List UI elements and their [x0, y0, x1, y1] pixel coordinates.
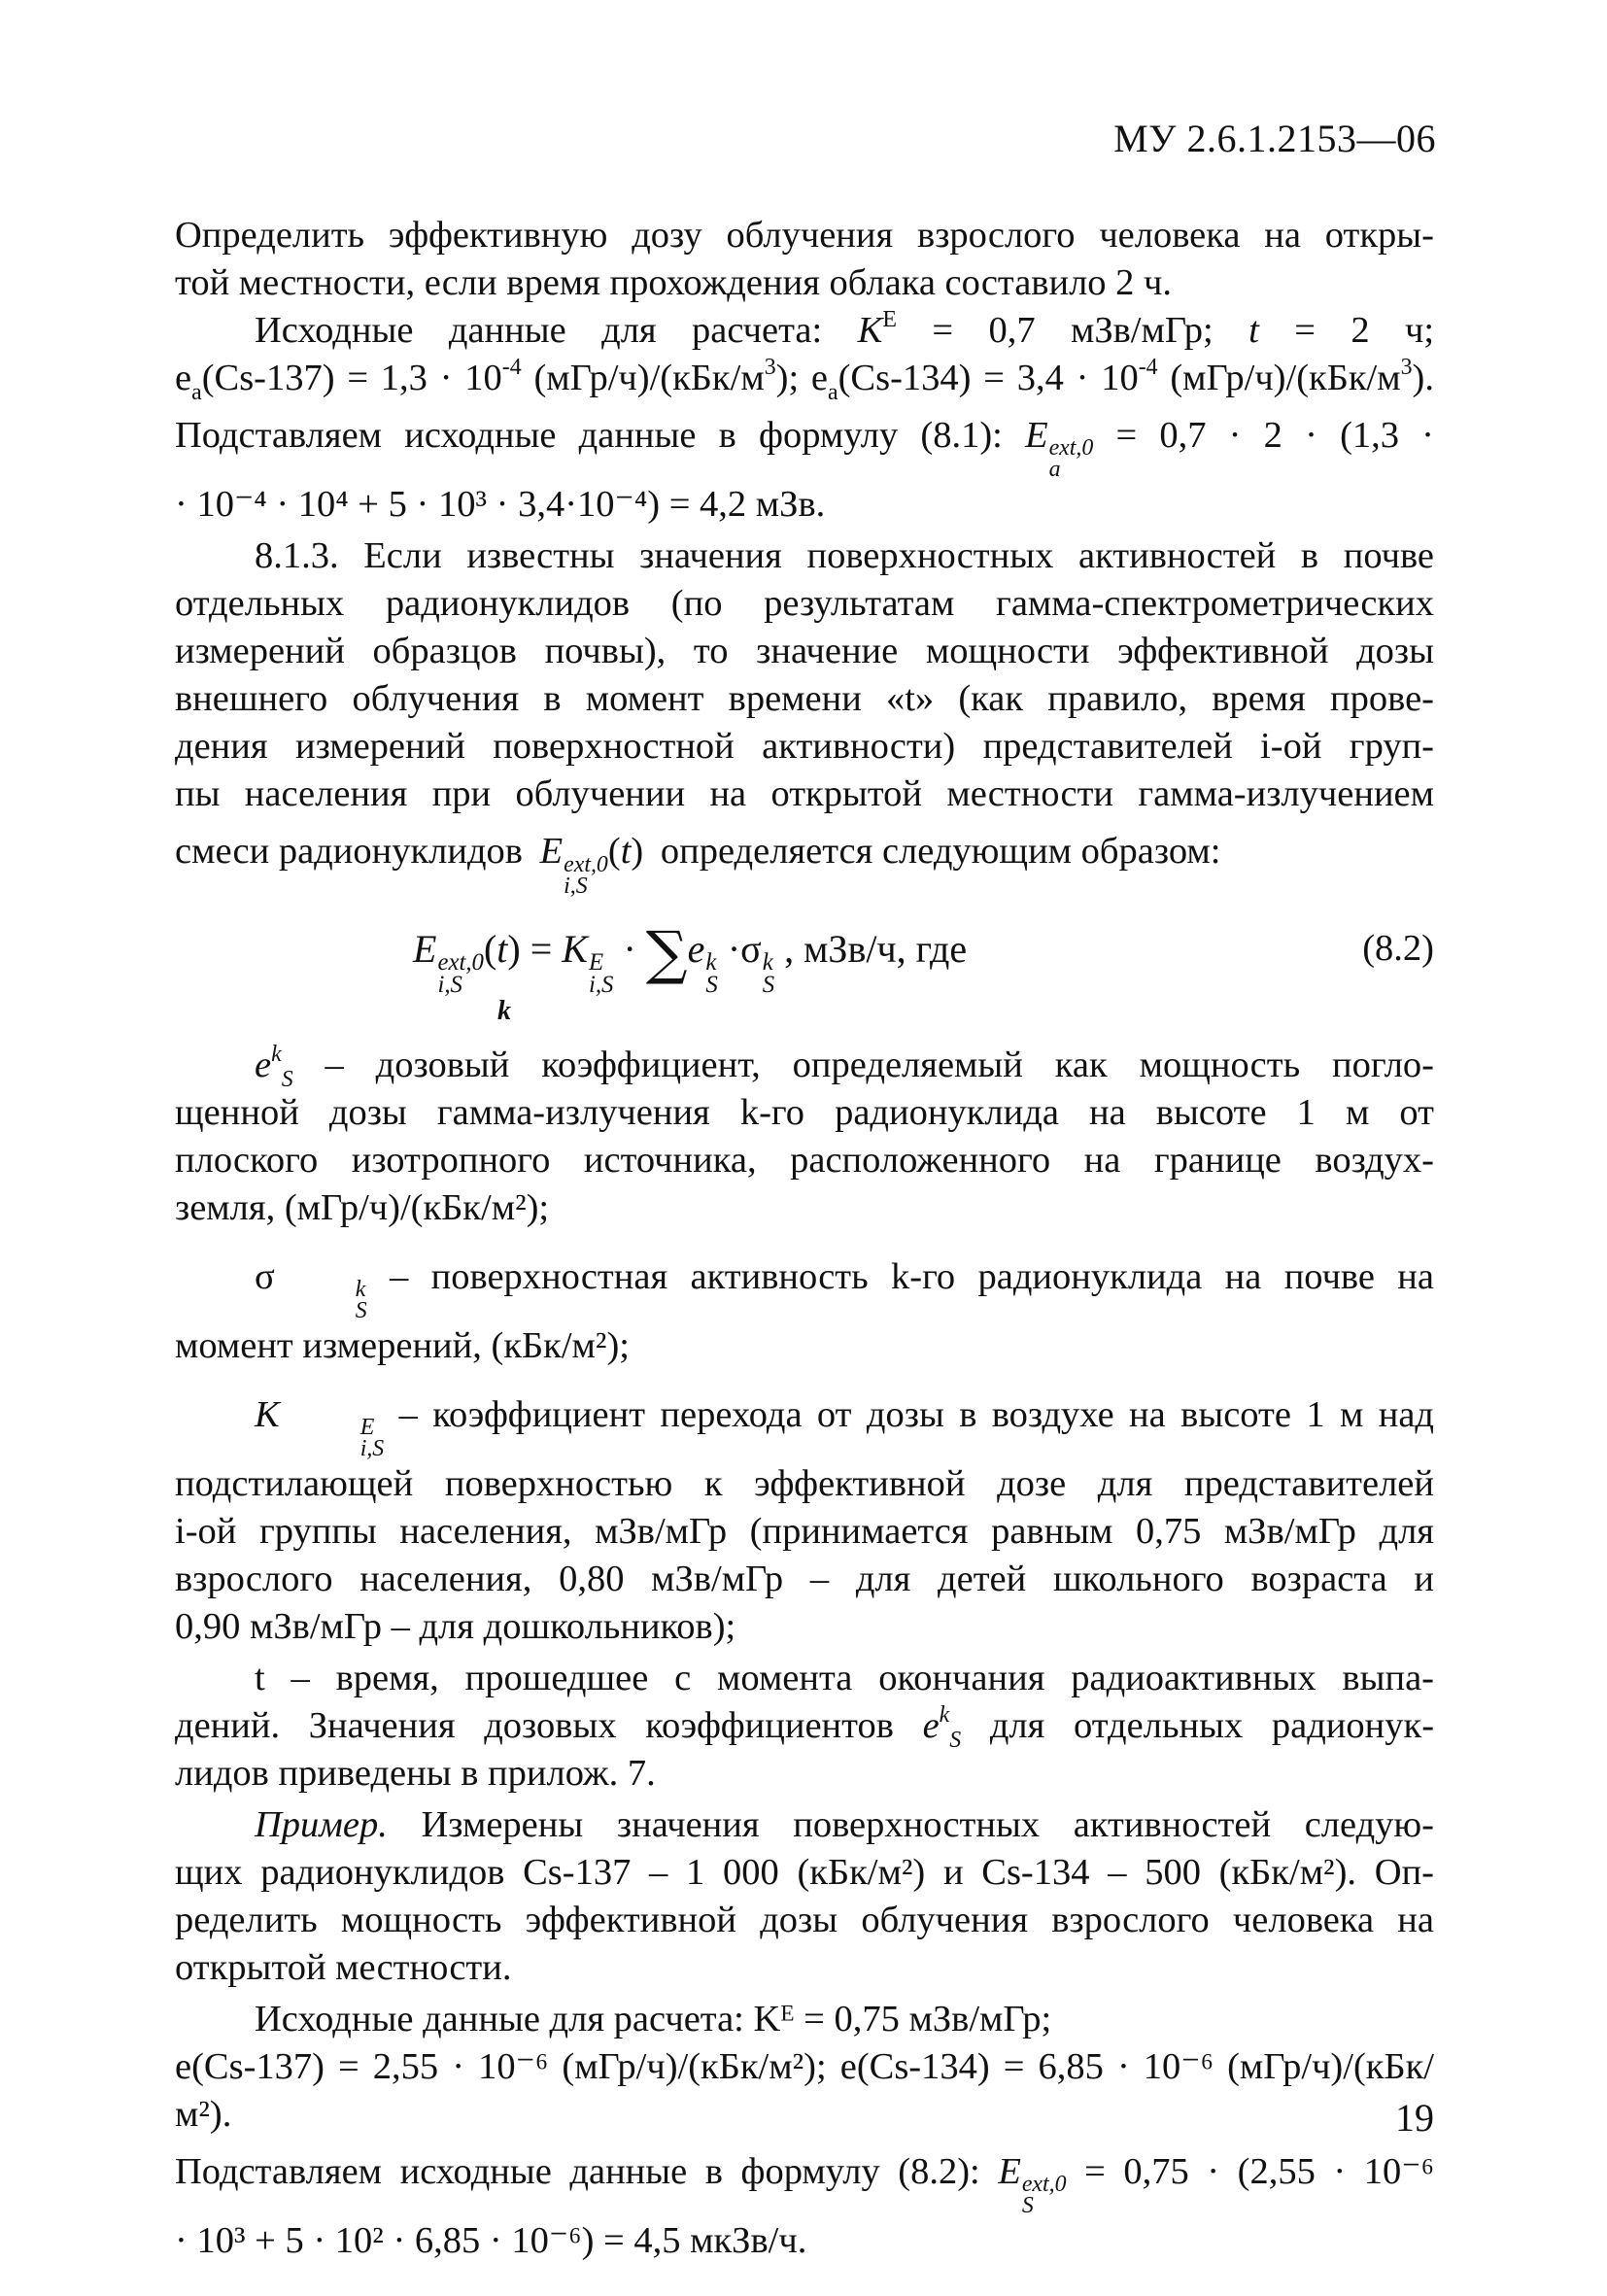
text-line: σ k S – поверхностная активность k-го радионуклида на почве на — [255, 1255, 1434, 1323]
page-body — [175, 212, 1434, 2265]
sum-index: k — [497, 995, 511, 1026]
text-line: подстилающей поверхностью к эффективной дозе для представителей — [175, 1463, 1434, 1504]
text-line: t – время, прошедшее с момента окончания радиоактивных выпа- — [255, 1658, 1434, 1698]
text-line: лидов приведены в прилож. 7. — [175, 1753, 656, 1794]
text-line: Пример. Измерены значения поверхностных активностей следую- — [255, 1804, 1435, 1845]
formula-expression: E ext,0 i,S (t) = K E i,S · ∑e k S ·σ k S , мЗв/ч, где — [413, 918, 968, 998]
text-line: · 10³ + 5 · 10² · 6,85 · 10⁻⁶) = 4,5 мкЗв/ч. — [175, 2220, 807, 2262]
text-line: момент измерений, (кБк/м²); — [175, 1324, 630, 1366]
text-line: Подставляем исходные данные в формулу (8.1): E ext,0 a = 0,7 · 2 · (1,3 · — [175, 415, 1435, 483]
text-line: Определить эффективную дозу облучения взрослого человека на откры- — [175, 215, 1434, 256]
text-line: щенной дозы гамма-излучения k-го радионуклида на высоте 1 м от — [175, 1091, 1434, 1133]
text-line: той местности, если время прохождения облака составило 2 ч. — [175, 262, 1173, 303]
text-line: внешнего облучения в момент времени «t» (как правило, время прове- — [175, 678, 1434, 720]
text-line: i-ой группы населения, мЗв/мГр (принимается равным 0,75 мЗв/мГр для — [175, 1511, 1434, 1552]
text-line: K E i,S – коэффициент перехода от дозы в воздухе на высоте 1 м над — [255, 1393, 1435, 1462]
text-line: смеси радионуклидов E ext,0 i,S (t) определяется следующим образом: — [175, 831, 1221, 899]
text-line: e(Cs-137) = 2,55 · 10⁻⁶ (мГр/ч)/(кБк/м²); e(Cs-134) = 6,85 · 10⁻⁶ (мГр/ч)/(кБк/м²). — [175, 2046, 1434, 2135]
formula-number: (8.2) — [1362, 927, 1434, 969]
text-line: 0,90 мЗв/мГр – для дошкольников); — [175, 1606, 736, 1647]
text-line: дений. Значения дозовых коэффициентов $e^k_S$ для отдельных радионук- — [175, 1702, 1435, 1754]
text-line: $e_a(Cs-137) = 1,3 \cdot 10^{-4}$ $(мГр/ч)/(кБк/м^3)$; $e_a(Cs-134) = 3,4 \cdot 10^{-4}$ $(мГр/ч)/(кБк/м^3)$. — [175, 355, 1434, 406]
text-line: плоского изотропного источника, расположенного на границе воздух- — [175, 1139, 1434, 1181]
text-line: дения измерений поверхностной активности) представителей i-ой груп- — [175, 726, 1434, 768]
text-line: пы населения при облучении на открытой местности гамма-излучением — [175, 773, 1434, 815]
text-line: $e^k_S$ – дозовый коэффициент, определяемый как мощность погло- — [255, 1041, 1434, 1092]
text-line: щих радионуклидов Cs-137 – 1 000 (кБк/м²) и Cs-134 – 500 (кБк/м²). Оп- — [175, 1852, 1434, 1893]
text-line: ределить мощность эффективной дозы облучения взрослого человека на — [175, 1900, 1434, 1940]
text-line: отдельных радионуклидов (по результатам гамма-спектрометрических — [175, 583, 1434, 625]
text-line: земля, (мГр/ч)/(кБк/м²); — [175, 1186, 550, 1228]
text-line: Исходные данные для расчета: Kᴱ = 0,75 мЗв/мГр; — [255, 1999, 1052, 2039]
text-line: Исходные данные для расчета: $K^E = 0,7$ мЗв/мГр; t = 2 ч; — [255, 307, 1435, 351]
text-line: взрослого населения, 0,80 мЗв/мГр – для детей школьного возраста и — [175, 1559, 1434, 1599]
document-id: МУ 2.6.1.2153—06 — [1113, 117, 1436, 160]
page-number: 19 — [1395, 2096, 1434, 2140]
text-line: 8.1.3. Если известны значения поверхностных активностей в почве — [255, 535, 1434, 577]
text-line: открытой местности. — [175, 1947, 512, 1988]
formula-8-2 — [175, 915, 1434, 1042]
text-line: Подставляем исходные данные в формулу (8.2): E ext,0 S = 0,75 · (2,55 · 10⁻⁶ — [175, 2151, 1435, 2219]
text-line: · 10⁻⁴ · 10⁴ + 5 · 10³ · 3,4·10⁻⁴) = 4,2 мЗв. — [175, 484, 826, 526]
text-line: измерений образцов почвы), то значение мощности эффективной дозы — [175, 631, 1434, 672]
